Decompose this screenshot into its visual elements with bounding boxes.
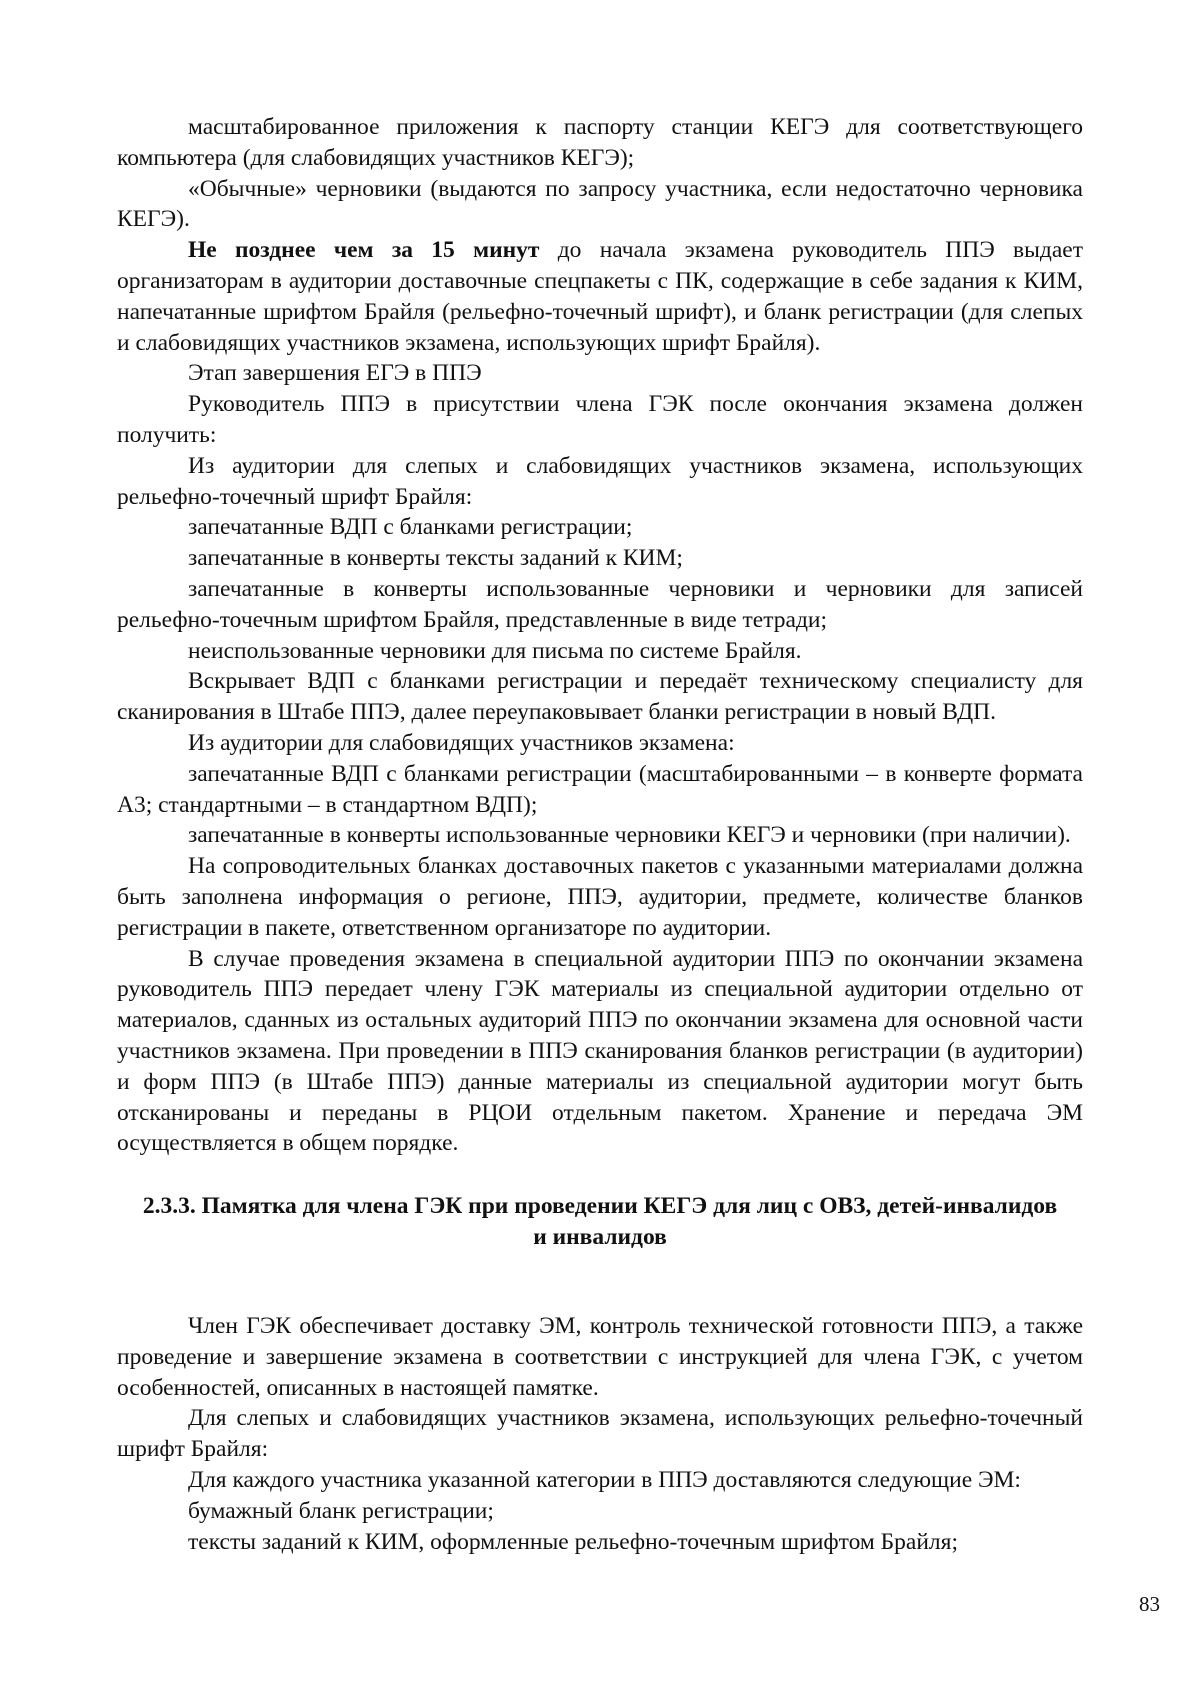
paragraph: В случае проведения экзамена в специальной аудитории ППЭ по окончании экзамена руководитель ППЭ передает члену ГЭК материалы из специальной аудитории отдельно от материалов, сданных из остальных аудиторий ППЭ по окончании экзамена для основной части участников экзамена. При проведении в ППЭ сканирования бланков регистрации (в аудитории) и форм ППЭ (в Штабе ППЭ) данные материалы из специальной аудитории могут быть отсканированы и переданы в РЦОИ отдельным пакетом. Хранение и передача ЭМ осуществляется в общем порядке. [117, 945, 1083, 1157]
paragraph: Руководитель ППЭ в присутствии члена ГЭК после окончания экзамена должен получить: [117, 391, 1083, 448]
list-intro-bold: Для слепых и слабовидящих участников экзамена, использующих рельефно-точечный шрифт Брайля: [117, 1405, 1083, 1463]
paragraph: «Обычные» черновики (выдаются по запросу участника, если недостаточно черновика КЕГЭ). [117, 175, 1083, 233]
section-heading [117, 1191, 1083, 1253]
list-item: тексты заданий к КИМ, оформленные рельефно-точечным шрифтом Брайля; [188, 1528, 958, 1555]
list-item: запечатанные в конверты тексты заданий к КИМ; [188, 545, 683, 572]
list-item: запечатанные в конверты использованные черновики и черновики для записей рельефно-точечным шрифтом Брайля, представленные в виде тетради; [117, 575, 1083, 633]
document-page [117, 112, 1083, 1557]
paragraph-text: до начала экзамена руководитель ППЭ выдает организаторам в аудитории доставочные спецпакеты с ПК, содержащие в себе задания к КИМ, напечатанные шрифтом Брайля (рельефно-точечный шрифт), и бланк регистрации (для слепых и слабовидящих участников экзамена, использующих шрифт Брайля). [117, 237, 1083, 356]
section-heading-line2: и инвалидов [533, 1224, 667, 1251]
paragraph: Вскрывает ВДП с бланками регистрации и передаёт техническому специалисту для сканирования в Штабе ППЭ, далее переупаковывает бланки регистрации в новый ВДП. [117, 668, 1083, 726]
list-intro-bold: Из аудитории для слабовидящих участников экзамена: [188, 729, 735, 756]
paragraph: Для каждого участника указанной категории в ППЭ доставляются следующие ЭМ: [188, 1467, 1021, 1494]
list-item: запечатанные ВДП с бланками регистрации; [188, 514, 633, 541]
list-item: неиспользованные черновики для письма по системе Брайля. [188, 637, 802, 664]
list-item: бумажный бланк регистрации; [188, 1497, 494, 1524]
paragraph [117, 235, 1083, 358]
section-subtitle: Этап завершения ЕГЭ в ППЭ [188, 360, 482, 387]
list-item: запечатанные ВДП с бланками регистрации (масштабированными – в конверте формата А3; стандартными – в стандартном ВДП); [117, 760, 1083, 818]
paragraph: масштабированное приложения к паспорту станции КЕГЭ для соответствующего компьютера (для слабовидящих участников КЕГЭ); [117, 114, 1083, 171]
paragraph: Член ГЭК обеспечивает доставку ЭМ, контроль технической готовности ППЭ, а также проведение и завершение экзамена в соответствии с инструкцией для члена ГЭК, с учетом особенностей, описанных в настоящей памятке. [117, 1313, 1083, 1401]
bold-lead-text: Не позднее чем за 15 минут [188, 237, 540, 264]
page-number: 83 [1139, 1592, 1160, 1616]
list-item: запечатанные в конверты использованные черновики КЕГЭ и черновики (при наличии). [188, 822, 1071, 849]
paragraph: На сопроводительных бланках доставочных пакетов с указанными материалами должна быть заполнена информация о регионе, ППЭ, аудитории, предмете, количестве бланков регистрации в пакете, ответственном организаторе по аудитории. [117, 853, 1083, 941]
list-intro-bold: Из аудитории для слепых и слабовидящих участников экзамена, использующих рельефно-точечный шрифт Брайля: [117, 452, 1083, 510]
section-heading-line1: 2.3.3. Памятка для члена ГЭК при проведении КЕГЭ для лиц с ОВЗ, детей-инвалидов [142, 1193, 1058, 1220]
